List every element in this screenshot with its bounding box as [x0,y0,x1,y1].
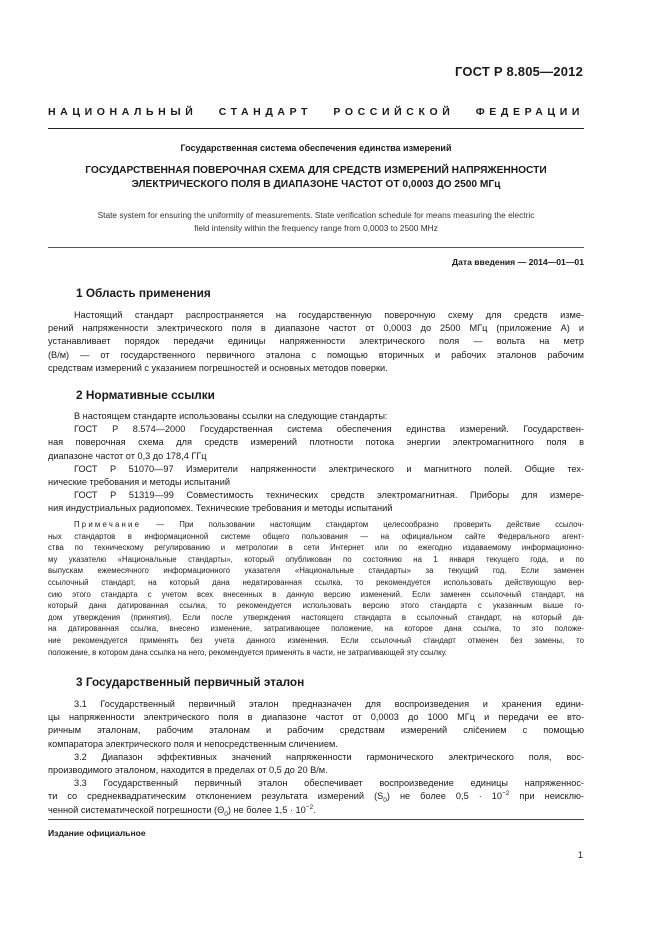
text-line: В настоящем стандарте использованы ссылки на следующие стандарты: [74,411,388,421]
note-line: му указателю «Национальные стандарты», который опубликован по состоянию на 1 января текущего года, и по [48,554,584,564]
note-line: сию этого стандарта с учетом всех внесенных в данную версию изменений. Если заменен ссылочный стандарт, на [48,589,584,599]
reference-line: ГОСТ Р 51070—97 Измерители напряженности электрического и магнитного полей. Общие тех- [74,463,584,474]
note-block [48,519,584,658]
title-divider [48,247,584,248]
note-line: дом утверждения (принятия). Если после утверждения настоящего стандарта в ссылочный стандарт, на который да- [48,612,584,622]
text-line: 3.1 Государственный первичный эталон предназначен для воспроизведения и хранения едини- [74,699,584,709]
note-line: ссылочный стандарт, на который дана недатированная ссылка, то рекомендуется использовать действующую вер- [48,577,584,587]
text-line: 3.2 Диапазон эффективных значений напряженности гармонического электрического поля, вос- [74,751,584,762]
standard-code: ГОСТ Р 8.805—2012 [454,64,583,79]
text-line: рений напряженности электрического поля в диапазоне частот от 0,0003 до 2500 МГц (приложение А) и [48,323,584,334]
reference-line: диапазоне частот от 0,3 до 178,4 ГГц [48,450,207,461]
text-fragment: ченной систематической погрешности (Θ [48,804,225,815]
footer-divider [48,819,584,820]
text-line: средствам измерений с указанием погрешностей и основных методов поверки. [48,362,388,373]
subscript: 0 [383,797,387,805]
text-line: Настоящий стандарт распространяется на государственную поверочную схему для средств изме- [74,310,584,320]
national-standard-banner: НАЦИОНАЛЬНЫЙ СТАНДАРТ РОССИЙСКОЙ ФЕДЕРАЦИИ [48,106,584,118]
note-line: ние рекомендуется применять без учета данного изменения. Если ссылочный стандарт отменен без замены, то [48,635,584,645]
main-title-line: ГОСУДАРСТВЕННАЯ ПОВЕРОЧНАЯ СХЕМА ДЛЯ СРЕДСТВ ИЗМЕРЕНИЙ НАПРЯЖЕННОСТИ [85,165,547,176]
text-line [48,804,584,817]
system-title: Государственная система обеспечения единства измерений [180,143,452,153]
reference-line: ния индустриальных радиопомех. Технические требования и методы испытаний [48,503,393,514]
text-fragment: при неисклю- [509,791,584,802]
text-line: производимого эталоном, находится в пределах от 0,5 до 20 В/м. [48,765,328,776]
text-fragment: ) не более 0,5 · 10 [386,791,502,802]
note-line: который дана датированная ссылка, то рекомендуется использовать версию этого стандарта с указанным выше го- [48,601,584,611]
reference-line: ная поверочная схема для средств измерений плотности потока энергии электромагнитного поля в [48,437,584,448]
text-line: устанавливает порядок передачи единицы напряженности электрического поля — вольта на метр [48,336,584,347]
text-line [48,790,584,803]
section-2-heading: 2 Нормативные ссылки [76,388,215,402]
edition-label: Издание официальное [48,828,146,838]
superscript: −2 [305,803,314,811]
main-title-line: ЭЛЕКТРИЧЕСКОГО ПОЛЯ В ДИАПАЗОНЕ ЧАСТОТ ОТ 0,0003 ДО 2500 МГц [131,179,501,190]
text-fragment: ти со среднеквадратическим отклонением результата измерений (S [48,791,384,802]
main-title [48,164,584,192]
section-1-paragraph [48,309,584,375]
superscript: −2 [501,790,510,798]
english-title-line: State system for ensuring the uniformity of measurements. State verification schedule for means measuring the electric [97,210,535,220]
note-line: выпускам ежемесячного информационного указателя «Национальные стандарты» за текущий год. Если заменен [48,566,584,576]
section-2-body [48,410,584,516]
note-first-line [48,519,584,531]
header-divider [48,128,584,129]
section-3-body [48,698,584,817]
note-line: ства по техническому регулированию и метрологии в сети Интернет или по ежегодно издаваемому информационно- [48,543,584,553]
text-line: ричным эталонам, рабочим эталонам и рабочим средствам измерений слičением с помощью [48,725,584,736]
note-line: положение, в котором дана ссылка на него, рекомендуется применять в части, не затрагивающей эту ссылку. [48,647,447,657]
page-number: 1 [577,850,583,860]
section-3-heading: 3 Государственный первичный эталон [76,675,305,689]
text-fragment: ) не более 1,5 · 10 [227,804,306,815]
note-line: на датированная ссылка, внесено изменение, затрагивающее положение, на которое дана ссылка, то это положе- [48,624,584,634]
english-title-line: field intensity within the frequency range from 0,0003 to 2500 MHz [194,223,438,233]
section-1-heading: 1 Область применения [76,286,211,300]
text-line: 3.3 Государственный первичный эталон обеспечивает воспроизведение единицы напряженнос- [74,778,584,789]
english-title [48,209,584,235]
note-line: ных стандартов в информационной системе общего пользования — на официальном сайте Федерального агент- [48,531,584,541]
introduction-date: Дата введения — 2014—01—01 [451,257,584,267]
note-text: — При пользовании настоящим стандартом целесообразно проверить действие ссылоч- [141,520,584,529]
subscript: 0 [224,810,228,818]
note-label: Примечание [74,520,142,529]
text-fragment: . [313,804,316,815]
text-line: (В/м) — от государственного первичного эталона с помощью вторичных и рабочих эталонов рабочим [48,349,584,360]
text-line: компаратора электрического поля и непосредственным сличением. [48,738,338,749]
reference-line: ГОСТ Р 51319—99 Совместимость технических средств электромагнитная. Приборы для измере- [74,490,584,501]
reference-line: ГОСТ Р 8.574—2000 Государственная система обеспечения единства измерений. Государствен- [74,424,584,435]
text-line: цы напряженности электрического поля в диапазоне частот от 0,0003 до 1000 МГц и передачи ее вто- [48,712,584,723]
reference-line: нические требования и методы испытаний [48,477,231,488]
